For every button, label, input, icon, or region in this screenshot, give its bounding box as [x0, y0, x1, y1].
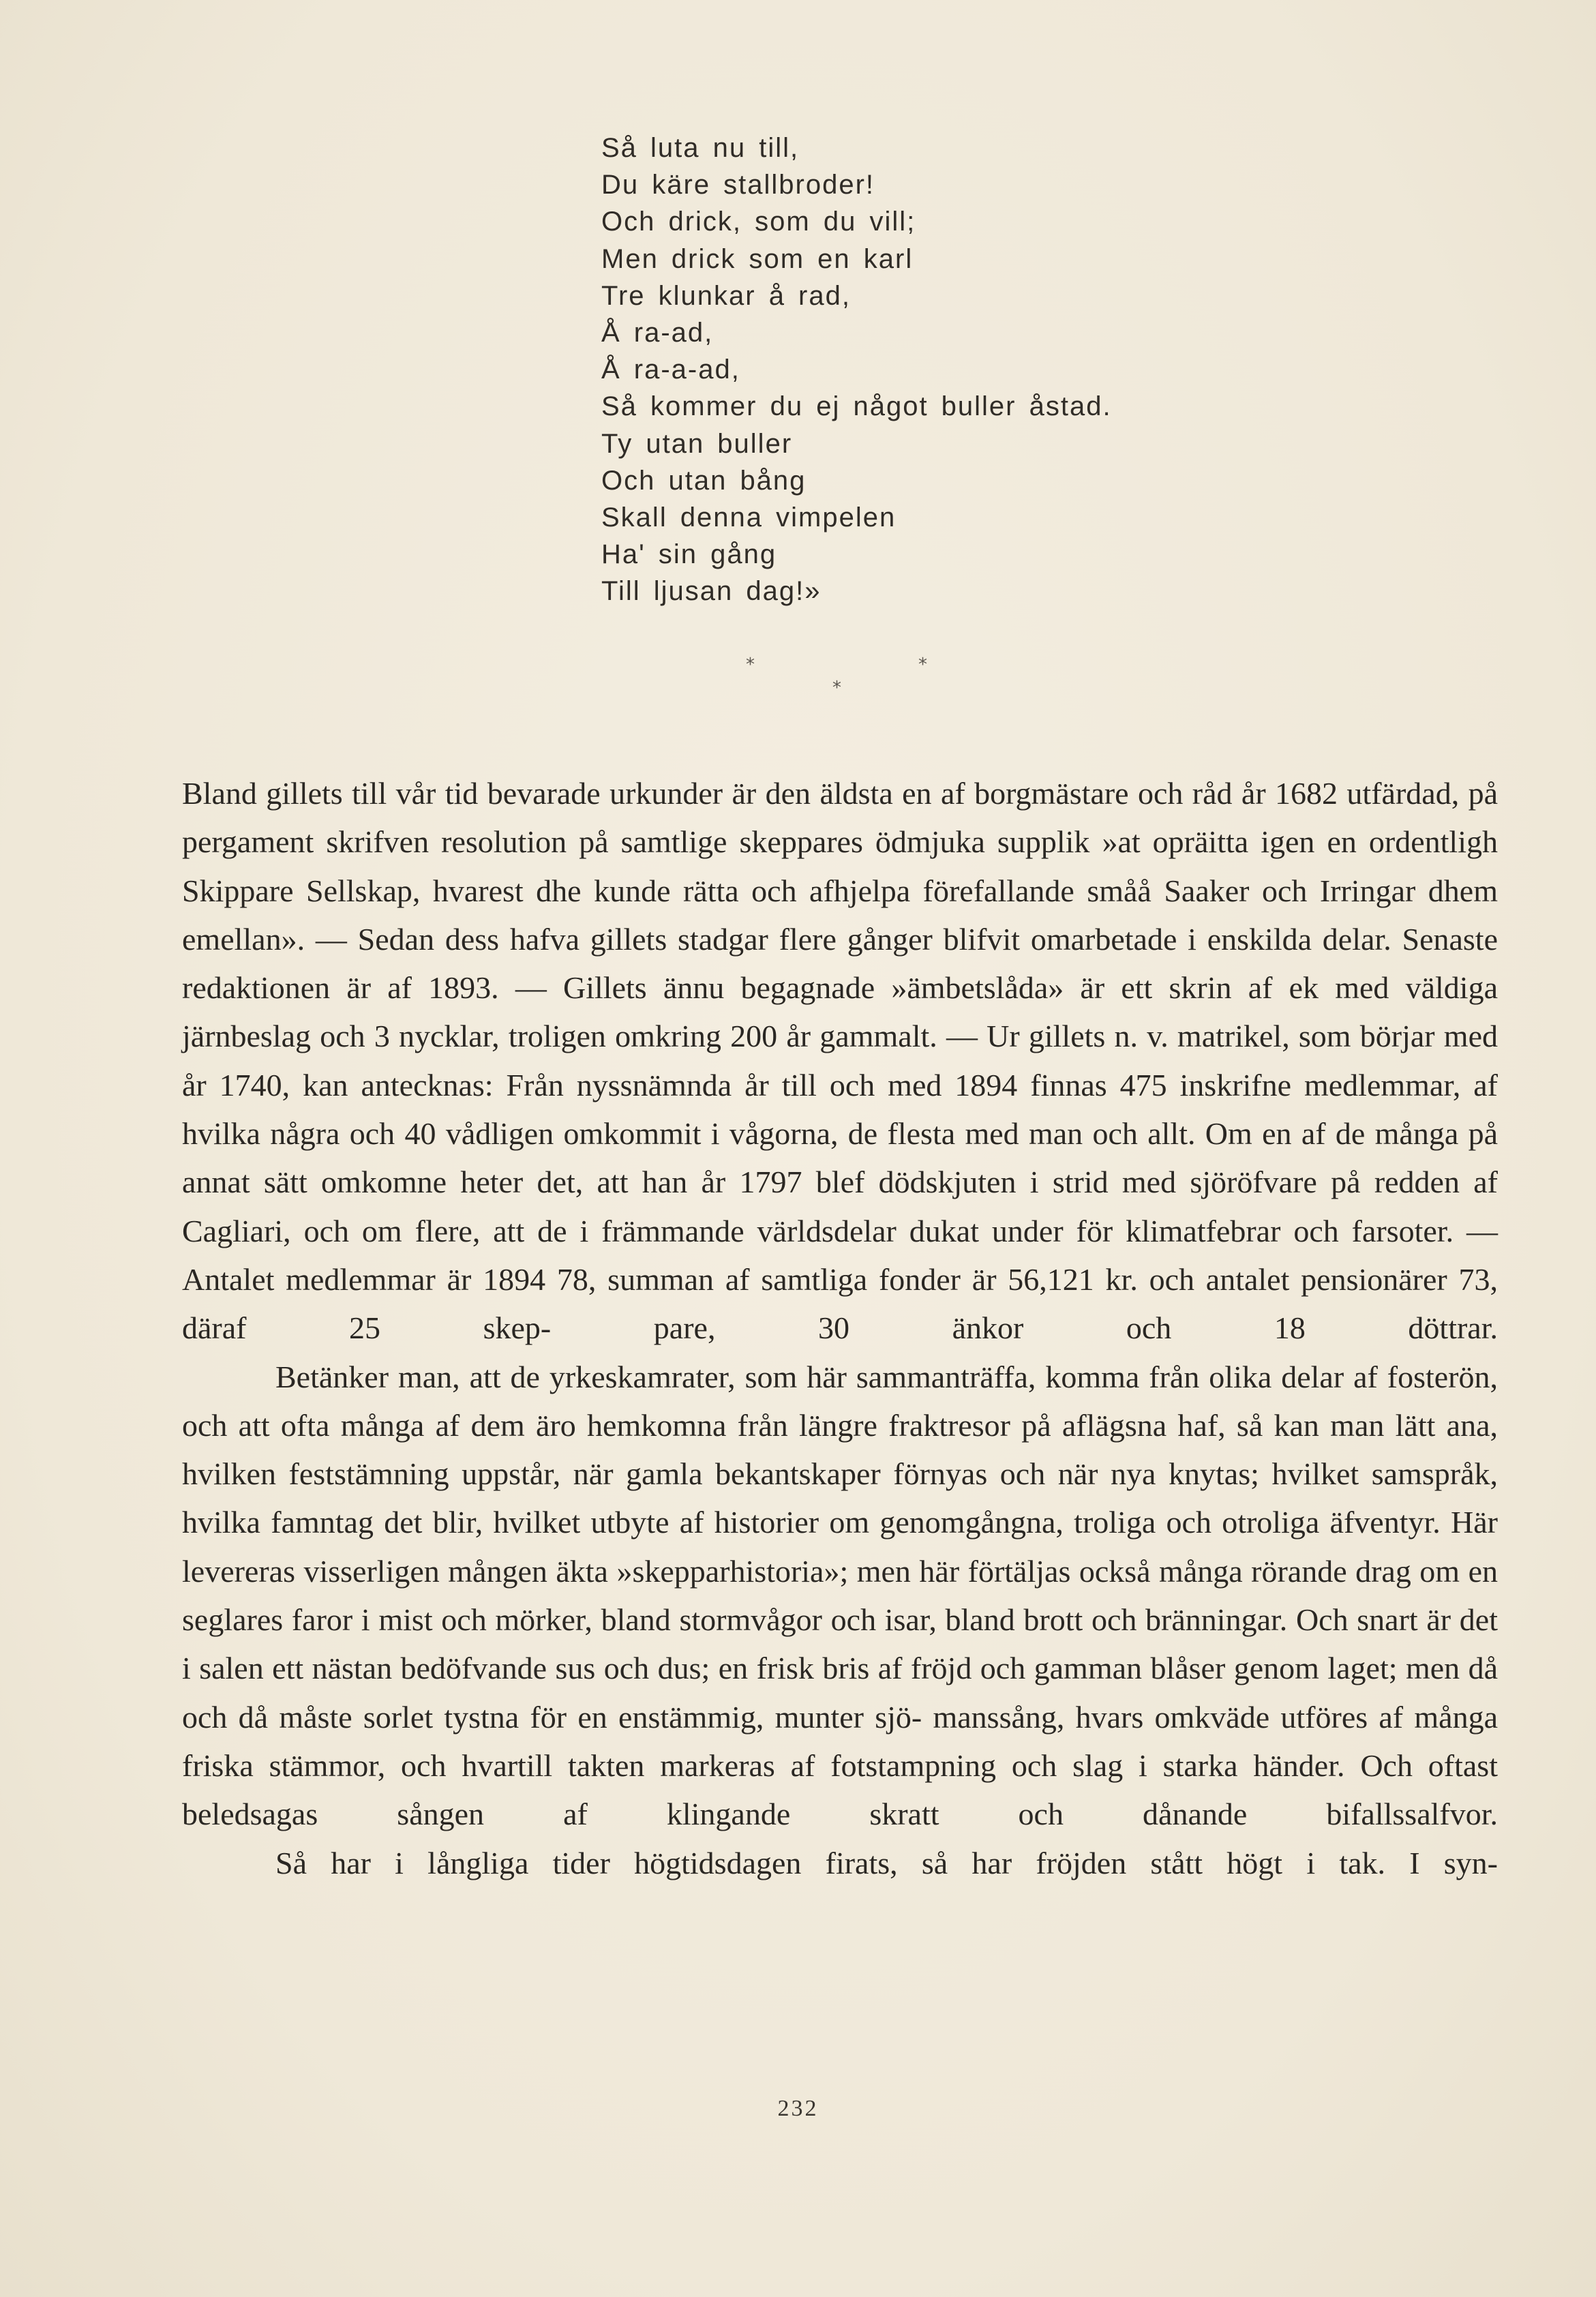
paragraph: Betänker man, att de yrkeskamrater, som här sammanträffa, komma från olika delar af fosterön, och att ofta många af dem äro hemkomna från längre fraktresor på aflägsna haf, så kan man lätt ana, hvilken feststämning uppstår, när gamla bekantskaper förnyas och när nya knytas; hvilket samspråk, hvilka famntag det blir, hvilket utbyte af historier om genomgångna, troliga och otroliga äfventyr. Här levereras visserligen mången äkta »skepparhistoria»; men här förtäljas också många rörande drag om en seglares faror i mist och mörker, bland stormvågor och isar, bland brott och bränningar. Och snart är det i salen ett nästan bedöfvande sus och dus; en frisk bris af fröjd och gamman blåser genom laget; men då och då måste sorlet tystna för en enstämmig, munter sjö- manssång, hvars omkväde utföres af många friska stämmor, och hvartill takten markeras af fotstampning och slag i starka händer. Och oftast beledsagas sången af klingande skratt och dånande bifallssalfvor. — [182, 1359, 1498, 1832]
asterisk-right: * — [918, 655, 927, 675]
poem-line: Och drick, som du vill; — [601, 207, 916, 237]
poem-line: Skall denna vimpelen — [601, 502, 897, 533]
poem-line: Ha' sin gång — [601, 539, 777, 570]
paragraph: Bland gillets till vår tid bevarade urkunder är den äldsta en af borgmästare och råd år 1682 utfärdad, på pergament skrifven resolution på samtlige skeppares ödmjuka supplik »at opräitta igen en ordentligh Skippare Sellskap, hvarest dhe kunde rätta och afhjelpa förefallande småå Saaker och Irringar dhem emellan». — Sedan dess hafva gillets stadgar flere gånger blifvit omarbetade i enskilda delar. Senaste redaktionen är af 1893. — Gillets ännu begagnade »ämbetslåda» är ett skrin af ek med väldiga järnbeslag och 3 nycklar, troligen omkring 200 år gammalt. — Ur gillets n. v. matrikel, som börjar med år 1740, kan antecknas: Från nyssnämnda år till och med 1894 finnas 475 inskrifne medlemmar, af hvilka några och 40 vådligen omkommit i vågorna, de flesta med man och allt. Om en af de många på annat sätt omkomne heter det, att han år 1797 blef dödskjuten i strid med sjöröfvare på redden af Cagliari, och om flere, att de i främmande världsdelar dukat under för klimatfebrar och farsoter. — Antalet medlemmar är 1894 78, summan af samtliga fonder är 56,121 kr. och antalet pensionärer 73, däraf 25 skep- pare, 30 änkor och 18 döttrar. — [182, 776, 1498, 1346]
asterisk-left: * — [746, 655, 755, 675]
poem-line: Så kommer du ej något buller åstad. — [601, 391, 1112, 422]
poem-stanza — [601, 130, 1351, 610]
paragraph: Så har i långliga tider högtidsdagen firats, så har fröjden stått högt i tak. I syn- — [275, 1845, 1498, 1880]
asterisk-bottom: * — [832, 678, 841, 698]
page-number: 232 — [777, 2096, 819, 2121]
poem-line: Och utan bång — [601, 465, 807, 496]
body-text — [182, 769, 1498, 1887]
poem-line: Ty utan buller — [601, 428, 793, 459]
poem-line: Å ra-ad, — [601, 318, 714, 348]
poem-line: Å ra-a-ad, — [601, 355, 740, 385]
poem-line: Tre klunkar å rad, — [601, 280, 851, 311]
poem-line: Du käre stallbroder! — [601, 170, 875, 200]
poem-line: Så luta nu till, — [601, 133, 800, 163]
poem-line: Till ljusan dag!» — [601, 576, 822, 607]
poem-line: Men drick som en karl — [601, 243, 914, 274]
